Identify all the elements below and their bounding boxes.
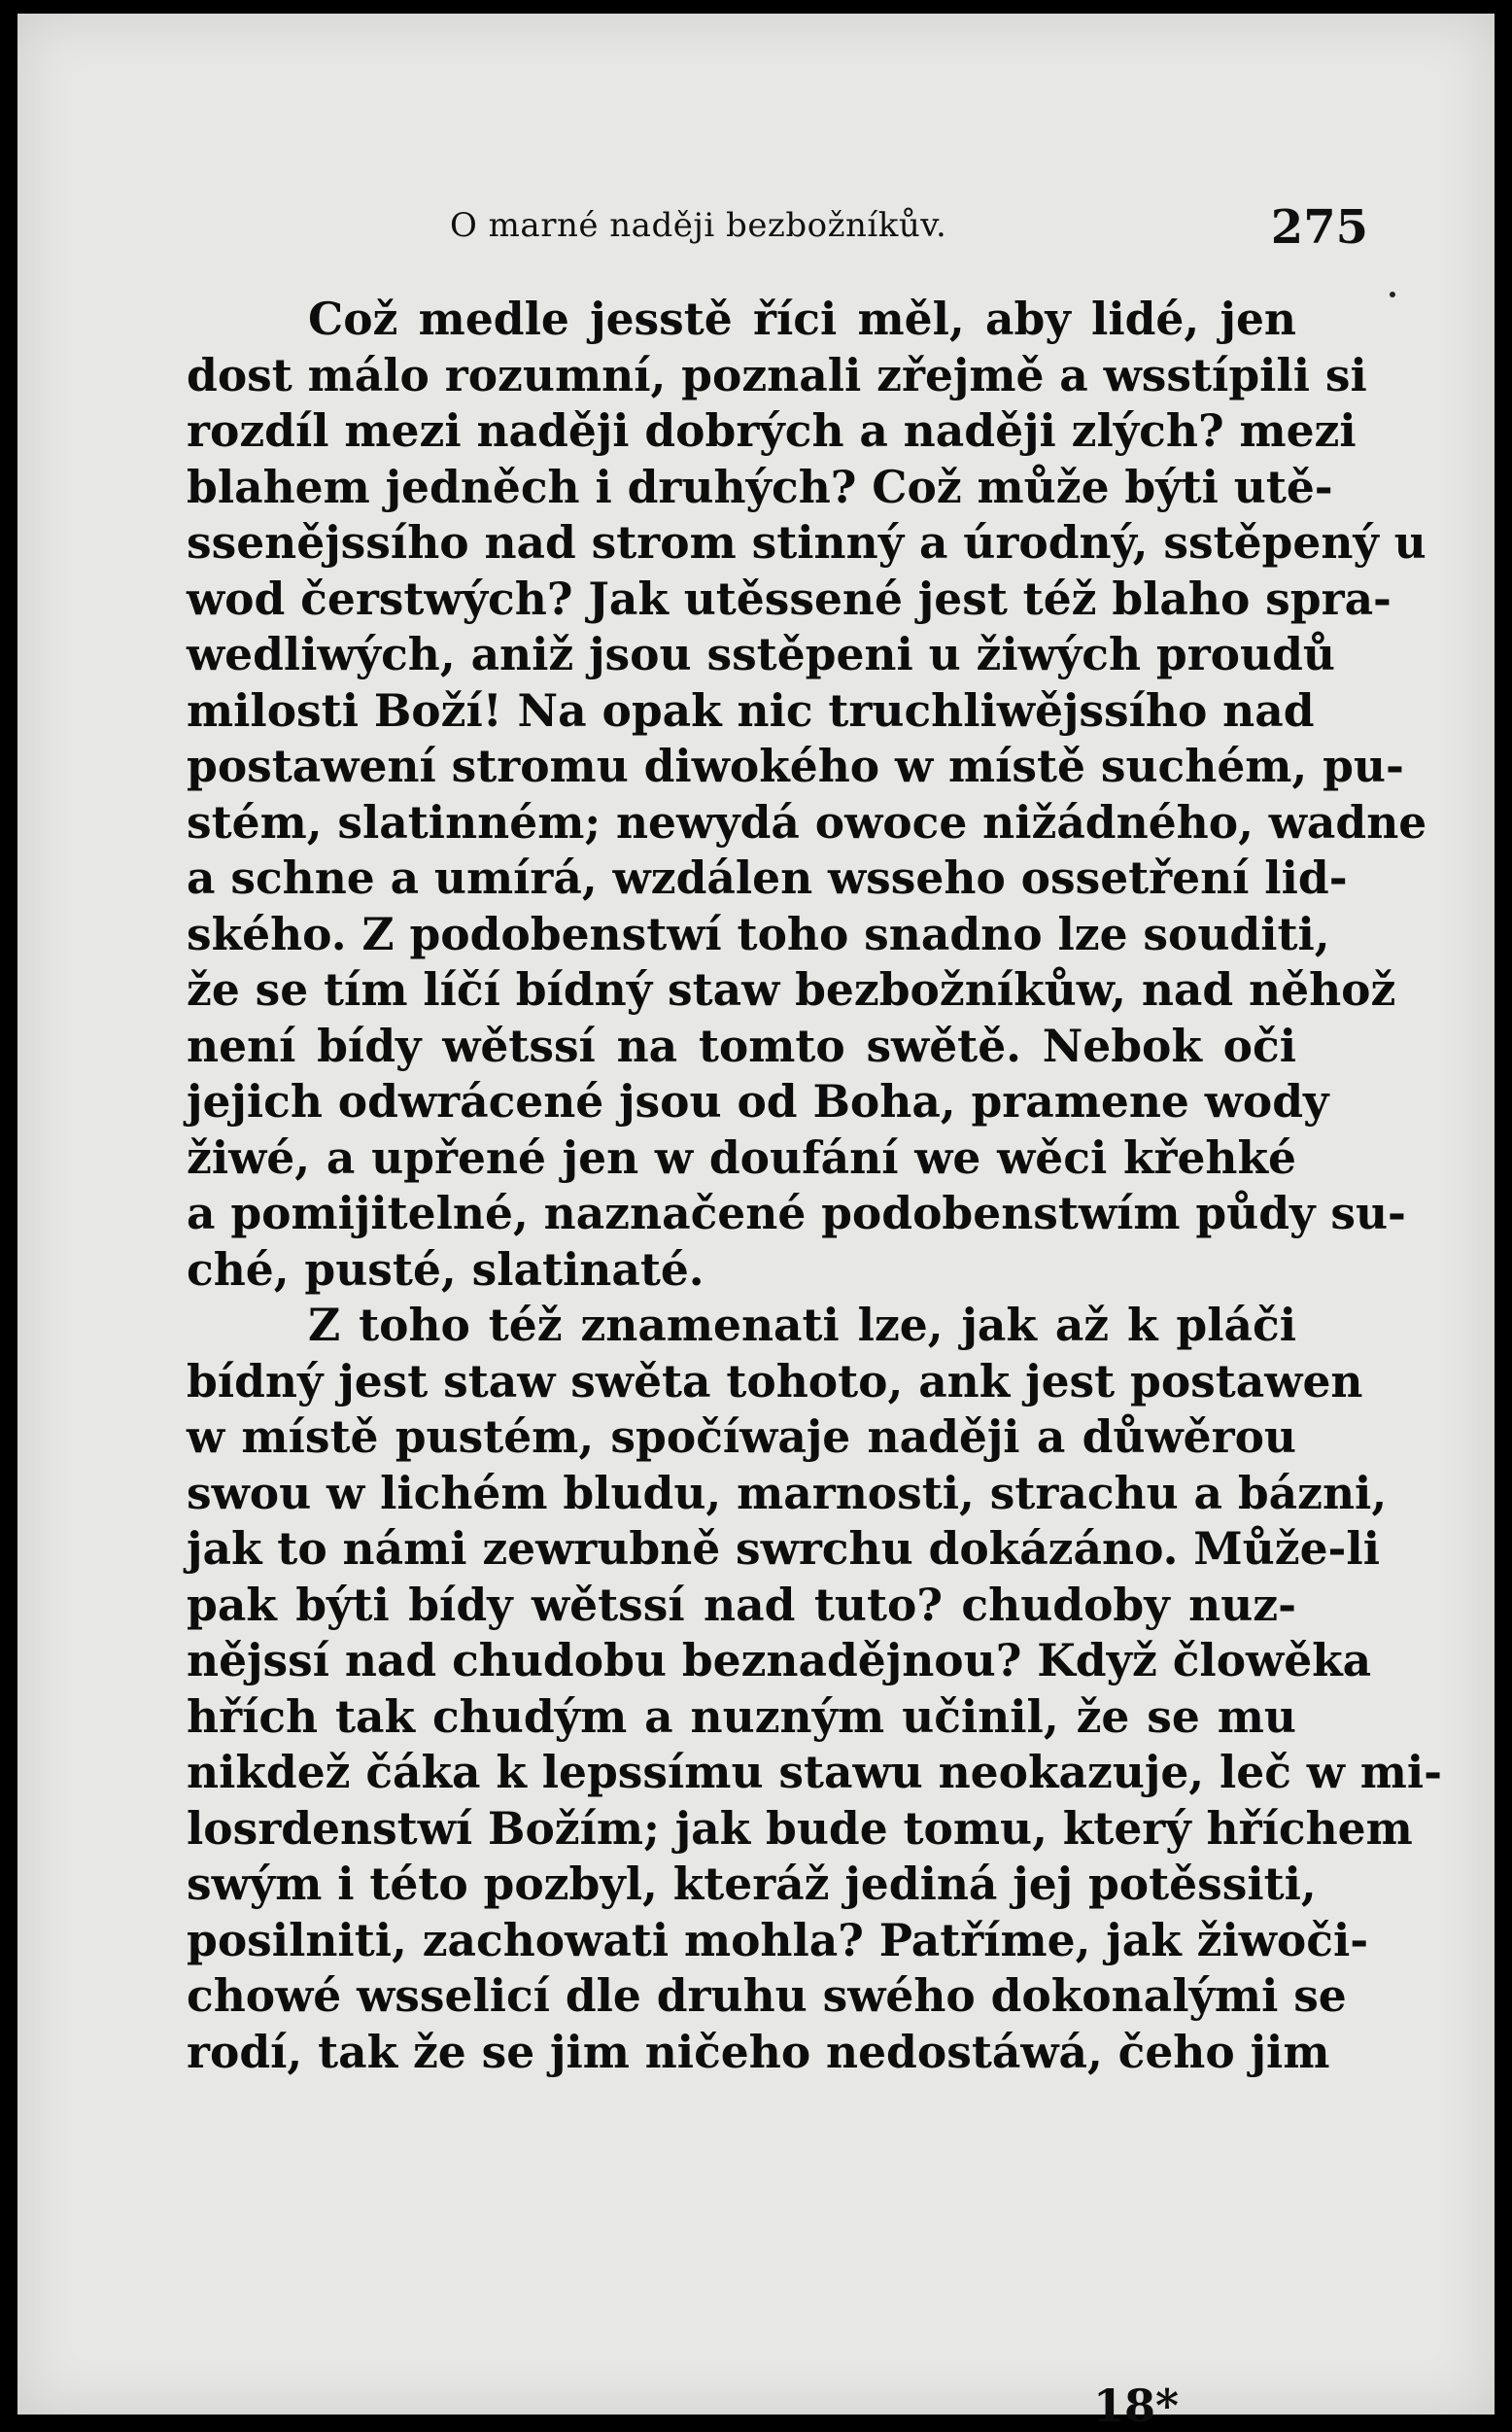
signature-mark: 18*: [1093, 2380, 1180, 2432]
text-line: blahem jedněch i druhých? Což může býti utě-: [187, 460, 1333, 513]
text-line: hřích tak chudým a nuzným učinil, že se mu: [187, 1689, 1296, 1743]
text-line: posilniti, zachowati mohla? Patříme, jak žiwoči-: [187, 1913, 1369, 1966]
text-line: a pomijitelné, naznačené podobenstwím půdy su-: [187, 1187, 1406, 1239]
text-line: stém, slatinném; newydá owoce nižádného, wadne: [187, 795, 1427, 849]
text-line: chowé wsselicí dle druhu swého dokonalými se: [187, 1969, 1347, 2022]
text-line: není bídy wětssí na tomto swětě. Nebok oči: [187, 1019, 1296, 1072]
text-line: Z toho též znamenati lze, jak až k pláči: [308, 1299, 1296, 1351]
text-line: swým i této pozbyl, kteráž jediná jej potěssiti,: [187, 1858, 1317, 1910]
text-line: dost málo rozumní, poznali zřejmě a wsstípili si: [187, 348, 1367, 401]
text-line: nějssí nad chudobu beznadějnou? Když člowěka: [187, 1634, 1372, 1686]
running-title: O marné naději bezbožníkův.: [450, 206, 947, 245]
text-line: jak to námi zewrubně swrchu dokázáno. Může-li: [187, 1522, 1380, 1575]
text-line: a schne a umírá, wzdálen wsseho ossetření lid-: [187, 851, 1348, 904]
text-line: pak býti bídy wětssí nad tuto? chudoby nuz-: [187, 1578, 1296, 1631]
text-line: w místě pustém, spočíwaje naději a důwěrou: [187, 1410, 1296, 1463]
print-speck: [1390, 292, 1395, 297]
text-line: ché, pusté, slatinaté.: [187, 1242, 704, 1296]
text-line: žiwé, a upřené jen w doufání we wěci křehké: [187, 1130, 1296, 1184]
text-line: postawení stromu diwokého w místě suchém, pu-: [187, 740, 1404, 792]
running-head: [163, 200, 1368, 264]
text-line: že se tím líčí bídný staw bezbožníkůw, nad něhož: [187, 963, 1396, 1016]
text-line: losrdenstwí Božím; jak bude tomu, který hříchem: [187, 1801, 1413, 1855]
text-line: wedliwých, aniž jsou sstěpeni u žiwých proudů: [187, 628, 1336, 680]
text-line: bídný jest staw swěta tohoto, ank jest postawen: [187, 1354, 1363, 1407]
text-line: ssenějssího nad strom stinný a úrodný, sstěpený u: [187, 516, 1426, 569]
text-line: rodí, tak že se jim ničeho nedostáwá, čeho jim: [187, 2025, 1330, 2078]
text-line: swou w lichém bludu, marnosti, strachu a bázni,: [187, 1466, 1388, 1519]
text-line: rozdíl mezi naději dobrých a naději zlých? mezi: [187, 404, 1357, 457]
body-text: [187, 292, 1443, 2080]
text-line: wod čerstwých? Jak utěssené jest též blaho spra-: [187, 572, 1392, 625]
page-number: 275: [1270, 200, 1368, 255]
text-line: jejich odwrácené jsou od Boha, pramene wody: [187, 1075, 1329, 1128]
text-line: Což medle jesstě říci měl, aby lidé, jen: [308, 293, 1296, 345]
text-line: ského. Z podobenstwí toho snadno lze souditi,: [187, 907, 1330, 960]
text-line: milosti Boží! Na opak nic truchliwějssího nad: [187, 683, 1315, 737]
text-line: nikdež čáka k lepssímu stawu neokazuje, leč w mi-: [187, 1746, 1443, 1798]
